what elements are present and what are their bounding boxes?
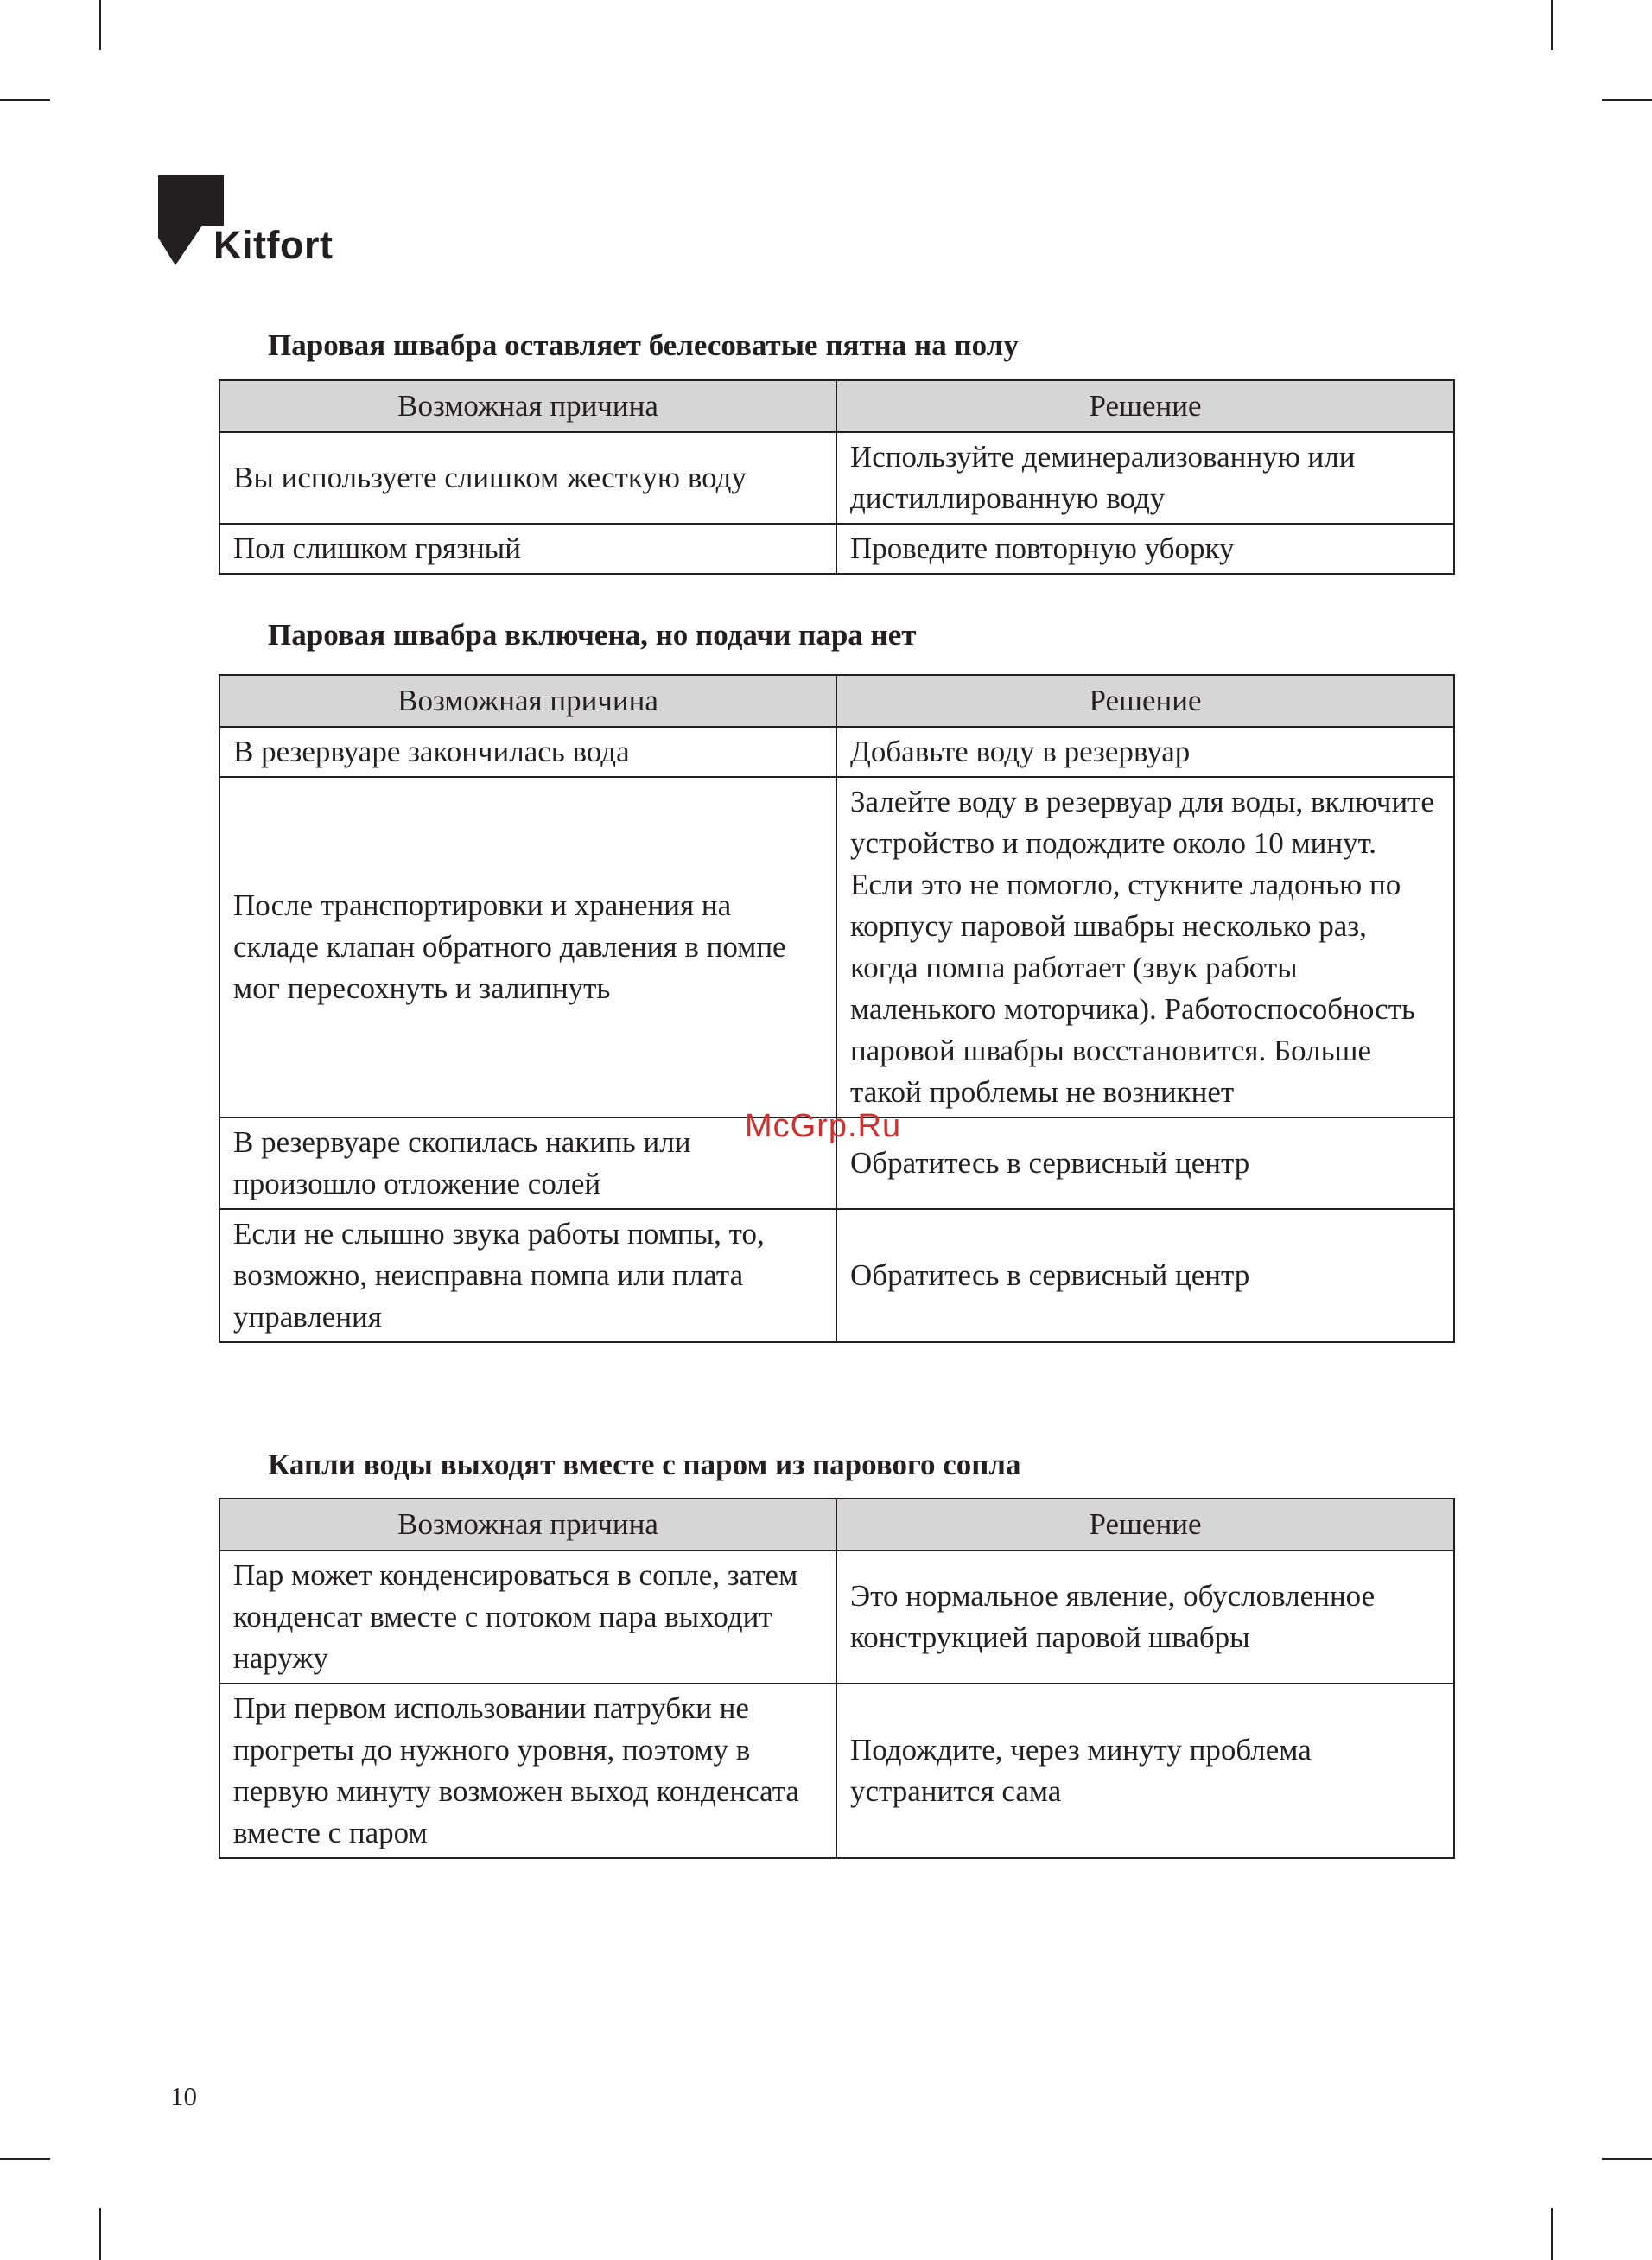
page-number: 10 [170, 2081, 197, 2111]
column-header-solution: Решение [836, 380, 1454, 432]
troubleshooting-table [219, 674, 1455, 1343]
crop-mark [0, 99, 50, 101]
cause-cell: В резервуаре закончилась вода [219, 727, 836, 777]
solution-cell: Залейте воду в резервуар для воды, включите устройство и подождите около 10 минут. Если это не помогло, стукните ладонью по корпусу паровой швабры несколько раз, когда помпа работает (звук работы маленького моторчика). Работоспособность паровой швабры восстановится. Больше такой проблемы не возникнет [836, 777, 1454, 1117]
crop-mark [0, 2158, 50, 2160]
cause-cell: При первом использовании патрубки не прогреты до нужного уровня, поэтому в первую минуту возможен выход конденсата вместе с паром [219, 1684, 836, 1858]
cause-cell: Пол слишком грязный [219, 524, 836, 574]
cause-cell: Если не слышно звука работы помпы, то, возможно, неисправна помпа или плата управления [219, 1209, 836, 1342]
cause-cell: Пар может конденсироваться в сопле, затем конденсат вместе с потоком пара выходит наружу [219, 1550, 836, 1684]
crop-mark [1602, 99, 1652, 101]
table-row [219, 1550, 1454, 1684]
section-title: Паровая швабра включена, но подачи пара нет [268, 618, 917, 652]
solution-cell: Подождите, через минуту проблема устранится сама [836, 1684, 1454, 1858]
watermark: McGrp.Ru [745, 1108, 902, 1144]
column-header-solution: Решение [836, 675, 1454, 727]
section-title: Капли воды выходят вместе с паром из парового сопла [268, 1448, 1021, 1481]
table-row [219, 1209, 1454, 1342]
section-title: Паровая швабра оставляет белесоватые пятна на полу [268, 328, 1019, 362]
solution-cell: Проведите повторную уборку [836, 524, 1454, 574]
solution-cell: Обратитесь в сервисный центр [836, 1209, 1454, 1342]
table-row [219, 524, 1454, 574]
solution-cell: Это нормальное явление, обусловленное конструкцией паровой швабры [836, 1550, 1454, 1684]
column-header-cause: Возможная причина [219, 1499, 836, 1550]
solution-cell: Обратитесь в сервисный центр [836, 1117, 1454, 1209]
column-header-cause: Возможная причина [219, 380, 836, 432]
table-row [219, 777, 1454, 1117]
table-row [219, 727, 1454, 777]
table-header-row [219, 1499, 1454, 1550]
cause-cell: После транспортировки и хранения на складе клапан обратного давления в помпе мог пересохнуть и залипнуть [219, 777, 836, 1117]
crop-mark [99, 2208, 101, 2260]
crop-mark [99, 0, 101, 50]
crop-mark [1551, 2208, 1553, 2260]
troubleshooting-table [219, 1498, 1455, 1859]
troubleshooting-table [219, 379, 1455, 575]
solution-cell: Используйте деминерализованную или дистиллированную воду [836, 432, 1454, 524]
table-row [219, 1684, 1454, 1858]
brand-name: Kitfort [213, 223, 334, 267]
column-header-solution: Решение [836, 1499, 1454, 1550]
column-header-cause: Возможная причина [219, 675, 836, 727]
table-row [219, 432, 1454, 524]
table-header-row [219, 675, 1454, 727]
crop-mark [1602, 2158, 1652, 2160]
cause-cell: Вы используете слишком жесткую воду [219, 432, 836, 524]
cause-cell: В резервуаре скопилась накипь или произошло отложение солей [219, 1117, 836, 1209]
solution-cell: Добавьте воду в резервуар [836, 727, 1454, 777]
table-header-row [219, 380, 1454, 432]
brand-logo [158, 175, 383, 271]
crop-mark [1551, 0, 1553, 50]
